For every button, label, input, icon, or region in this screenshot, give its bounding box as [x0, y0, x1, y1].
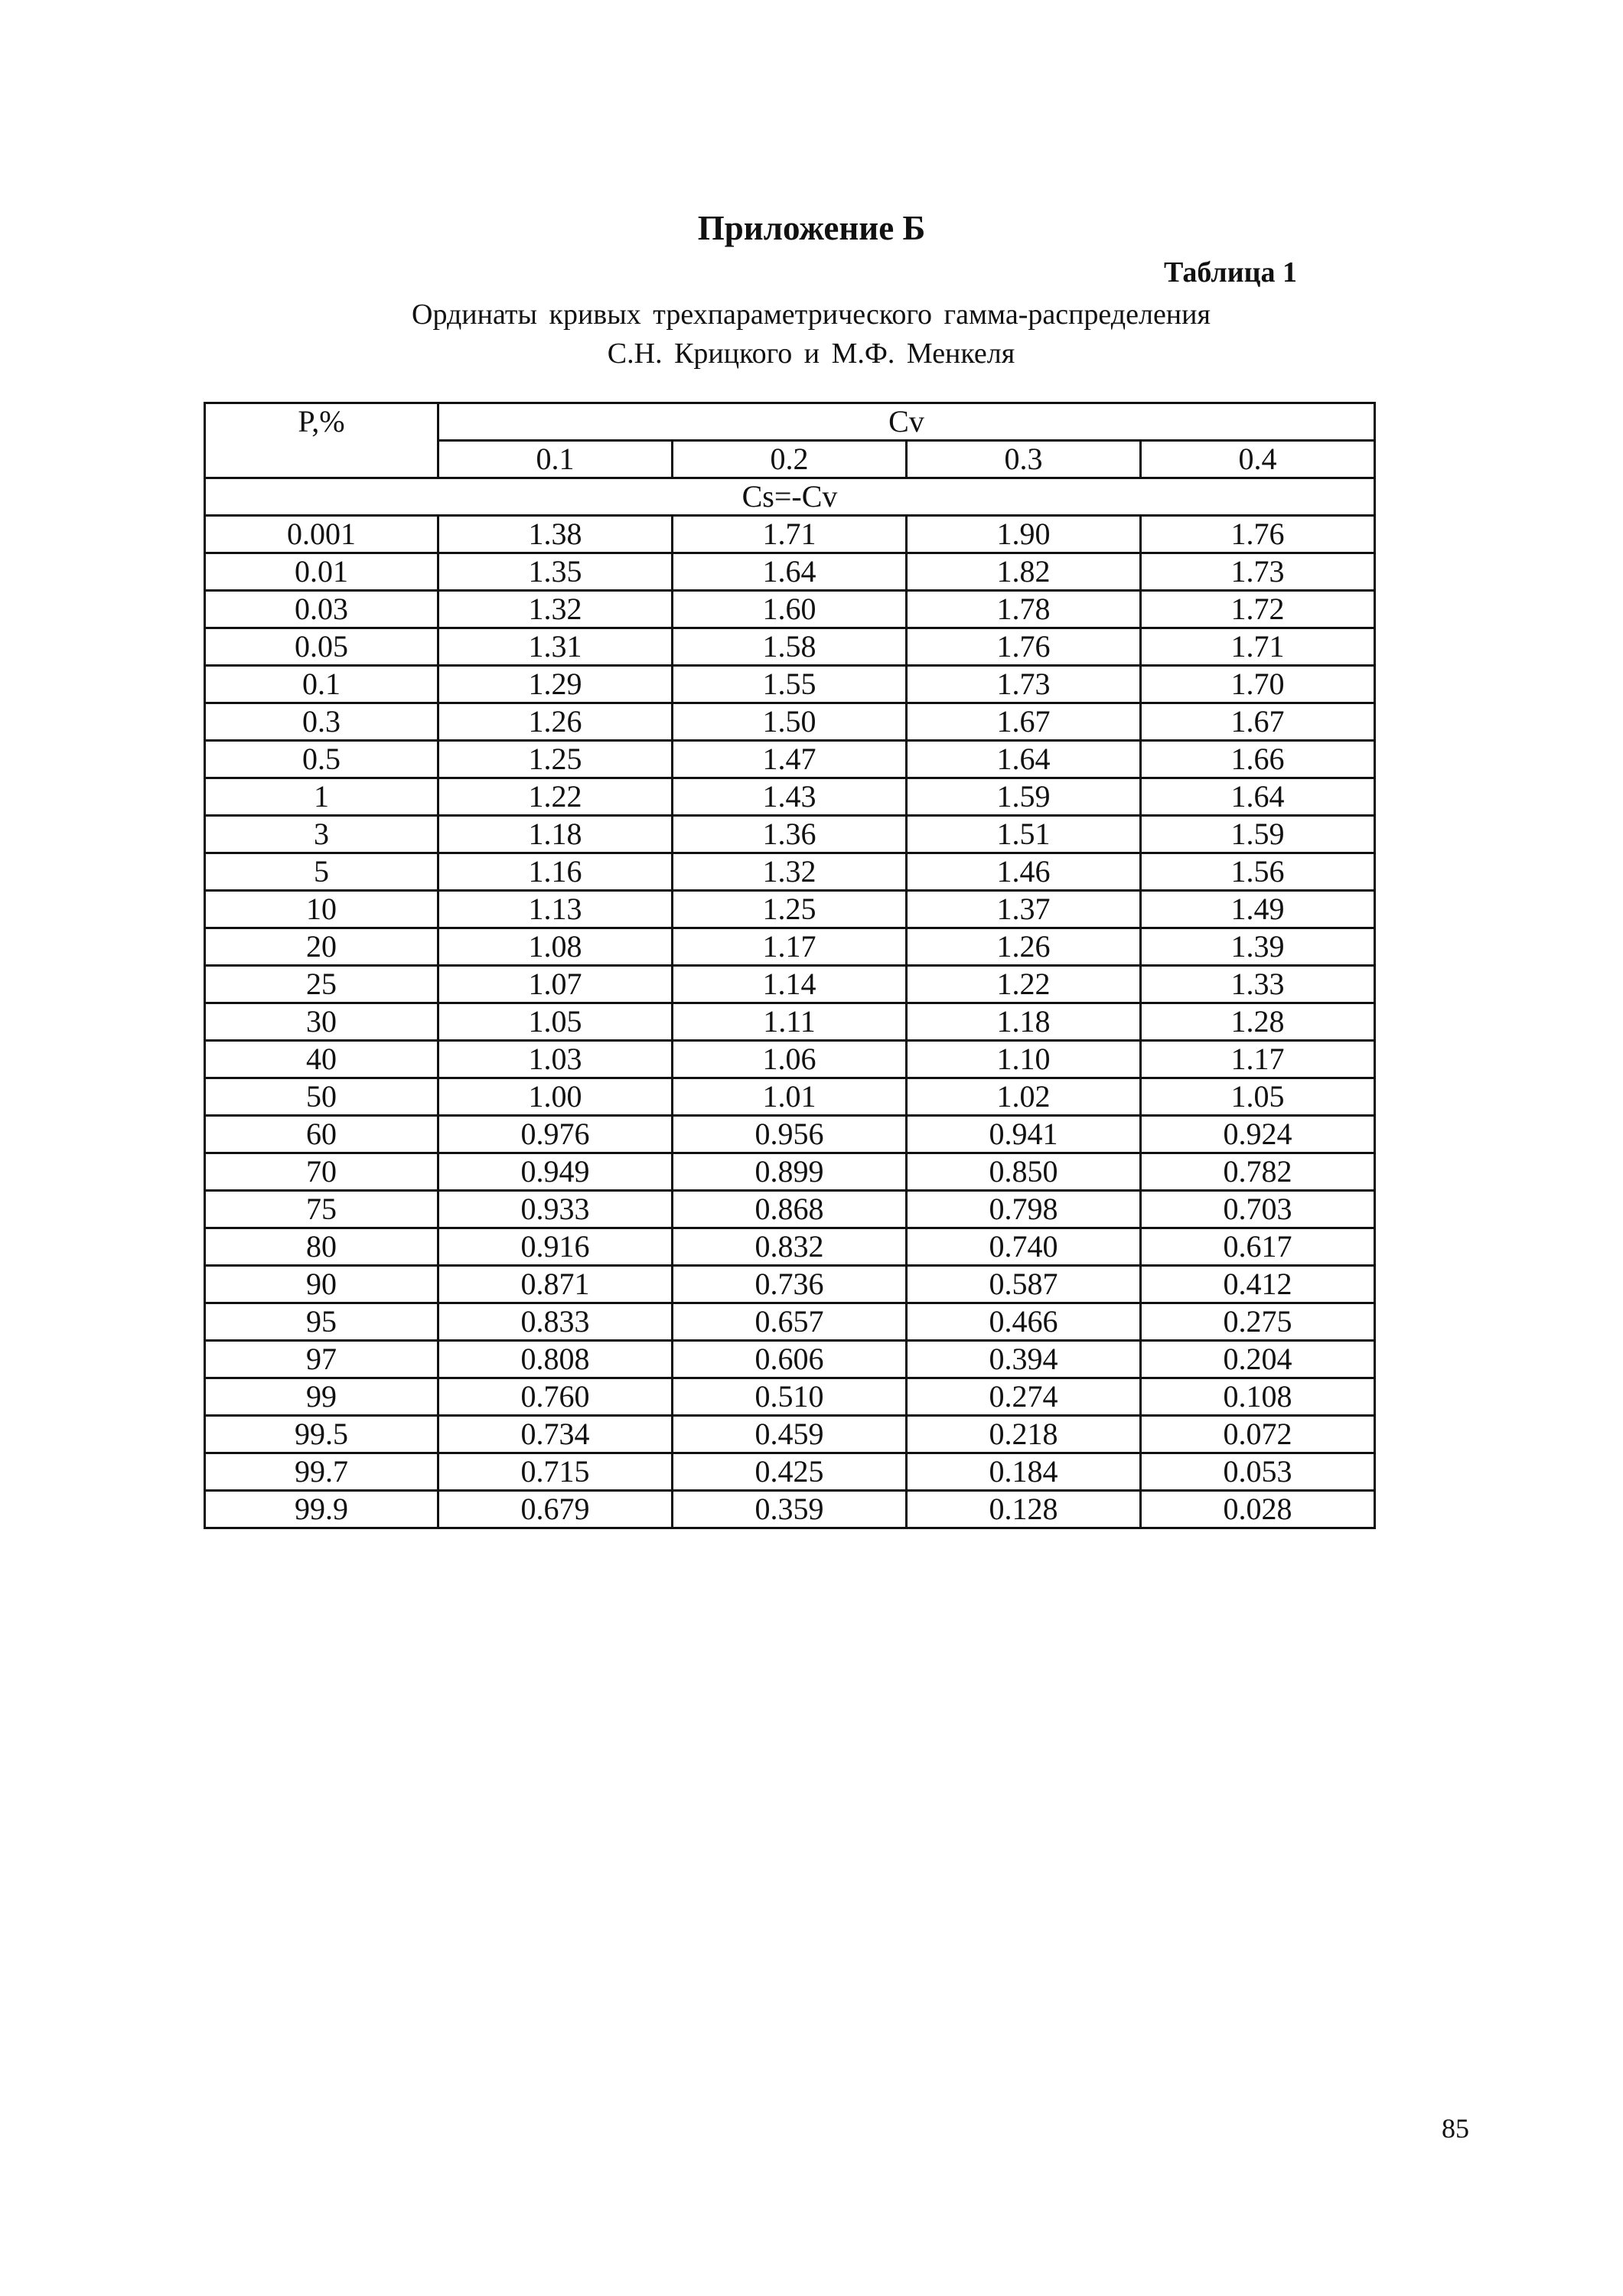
ordinate-cell: 1.05	[438, 1003, 673, 1041]
ordinate-cell: 0.275	[1141, 1303, 1375, 1341]
ordinate-cell: 0.657	[673, 1303, 907, 1341]
ordinate-cell: 1.02	[907, 1078, 1141, 1116]
ordinate-cell: 1.22	[907, 966, 1141, 1003]
probability-cell: 10	[205, 891, 438, 928]
ordinate-cell: 1.58	[673, 628, 907, 666]
table-row	[205, 1191, 1375, 1228]
page-number: 85	[1442, 2113, 1469, 2144]
ordinate-cell: 0.274	[907, 1378, 1141, 1416]
ordinate-cell: 1.07	[438, 966, 673, 1003]
ordinate-cell: 1.25	[673, 891, 907, 928]
ordinate-cell: 1.82	[907, 553, 1141, 591]
ordinate-cell: 0.466	[907, 1303, 1141, 1341]
ordinate-cell: 1.25	[438, 741, 673, 778]
table-row	[205, 816, 1375, 853]
probability-cell: 50	[205, 1078, 438, 1116]
ordinate-cell: 1.22	[438, 778, 673, 816]
table-row	[205, 703, 1375, 741]
ordinate-cell: 1.03	[438, 1041, 673, 1078]
ordinate-cell: 0.108	[1141, 1378, 1375, 1416]
table-row	[205, 1453, 1375, 1491]
ordinate-cell: 0.459	[673, 1416, 907, 1453]
ordinate-cell: 0.899	[673, 1153, 907, 1191]
probability-cell: 3	[205, 816, 438, 853]
probability-cell: 60	[205, 1116, 438, 1153]
table-row	[205, 1078, 1375, 1116]
table-caption-line-1: Ординаты кривых трехпараметрического гамма-распределения	[412, 298, 1211, 331]
table-row	[205, 741, 1375, 778]
ordinate-cell: 1.35	[438, 553, 673, 591]
ordinate-cell: 1.59	[907, 778, 1141, 816]
header-cv: Cv	[438, 403, 1375, 441]
ordinate-cell: 0.715	[438, 1453, 673, 1491]
table-row	[205, 516, 1375, 553]
header-cs-relation: Cs=-Cv	[205, 478, 1375, 516]
ordinate-cell: 1.38	[438, 516, 673, 553]
ordinate-cell: 0.412	[1141, 1266, 1375, 1303]
ordinate-cell: 0.394	[907, 1341, 1141, 1378]
table-row	[205, 1116, 1375, 1153]
table-row	[205, 628, 1375, 666]
ordinate-cell: 0.798	[907, 1191, 1141, 1228]
ordinate-cell: 1.32	[438, 591, 673, 628]
probability-cell: 75	[205, 1191, 438, 1228]
ordinate-cell: 1.18	[438, 816, 673, 853]
ordinate-cell: 0.956	[673, 1116, 907, 1153]
probability-cell: 0.05	[205, 628, 438, 666]
ordinate-cell: 0.916	[438, 1228, 673, 1266]
probability-cell: 5	[205, 853, 438, 891]
table-row	[205, 1003, 1375, 1041]
ordinate-cell: 1.18	[907, 1003, 1141, 1041]
ordinate-cell: 1.11	[673, 1003, 907, 1041]
probability-cell: 95	[205, 1303, 438, 1341]
ordinate-cell: 0.782	[1141, 1153, 1375, 1191]
ordinate-cell: 0.871	[438, 1266, 673, 1303]
ordinate-cell: 0.184	[907, 1453, 1141, 1491]
ordinate-cell: 1.59	[1141, 816, 1375, 853]
ordinate-cell: 0.808	[438, 1341, 673, 1378]
ordinate-cell: 0.606	[673, 1341, 907, 1378]
ordinate-cell: 0.949	[438, 1153, 673, 1191]
ordinate-cell: 1.60	[673, 591, 907, 628]
probability-cell: 99.7	[205, 1453, 438, 1491]
ordinate-cell: 0.028	[1141, 1491, 1375, 1528]
probability-cell: 80	[205, 1228, 438, 1266]
table-row	[205, 1341, 1375, 1378]
ordinate-cell: 1.08	[438, 928, 673, 966]
table-label: Таблица 1	[1163, 256, 1297, 289]
ordinate-cell: 0.933	[438, 1191, 673, 1228]
header-cv-value: 0.1	[438, 441, 673, 478]
ordinate-cell: 0.868	[673, 1191, 907, 1228]
ordinate-cell: 1.71	[1141, 628, 1375, 666]
ordinate-cell: 1.26	[907, 928, 1141, 966]
ordinate-cell: 0.740	[907, 1228, 1141, 1266]
ordinate-cell: 0.703	[1141, 1191, 1375, 1228]
ordinate-cell: 0.679	[438, 1491, 673, 1528]
table-row	[205, 1491, 1375, 1528]
table-row	[205, 553, 1375, 591]
ordinate-cell: 0.053	[1141, 1453, 1375, 1491]
ordinate-cell: 1.56	[1141, 853, 1375, 891]
ordinate-cell: 0.510	[673, 1378, 907, 1416]
table-row	[205, 1153, 1375, 1191]
ordinate-cell: 0.072	[1141, 1416, 1375, 1453]
ordinate-cell: 1.51	[907, 816, 1141, 853]
header-row-cv	[205, 403, 1375, 441]
ordinate-cell: 0.587	[907, 1266, 1141, 1303]
ordinate-cell: 0.760	[438, 1378, 673, 1416]
ordinate-cell: 1.39	[1141, 928, 1375, 966]
ordinate-cell: 1.49	[1141, 891, 1375, 928]
ordinate-cell: 1.64	[1141, 778, 1375, 816]
header-cv-value: 0.2	[673, 441, 907, 478]
probability-cell: 0.03	[205, 591, 438, 628]
table-row	[205, 1041, 1375, 1078]
probability-cell: 99.5	[205, 1416, 438, 1453]
ordinate-cell: 0.218	[907, 1416, 1141, 1453]
ordinate-cell: 0.204	[1141, 1341, 1375, 1378]
table-row	[205, 1303, 1375, 1341]
header-probability: P,%	[205, 403, 438, 478]
probability-cell: 0.5	[205, 741, 438, 778]
table-row	[205, 853, 1375, 891]
ordinate-cell: 1.78	[907, 591, 1141, 628]
probability-cell: 1	[205, 778, 438, 816]
table-row	[205, 1416, 1375, 1453]
table-caption-line-2: С.Н. Крицкого и М.Ф. Менкеля	[607, 338, 1015, 370]
probability-cell: 30	[205, 1003, 438, 1041]
ordinate-cell: 1.36	[673, 816, 907, 853]
ordinate-cell: 0.359	[673, 1491, 907, 1528]
ordinate-cell: 1.43	[673, 778, 907, 816]
ordinate-cell: 1.67	[907, 703, 1141, 741]
ordinate-cell: 1.10	[907, 1041, 1141, 1078]
ordinate-cell: 1.64	[907, 741, 1141, 778]
ordinate-cell: 1.14	[673, 966, 907, 1003]
ordinate-cell: 1.50	[673, 703, 907, 741]
ordinate-cell: 1.73	[907, 666, 1141, 703]
ordinate-cell: 1.90	[907, 516, 1141, 553]
ordinate-cell: 0.941	[907, 1116, 1141, 1153]
ordinate-cell: 1.47	[673, 741, 907, 778]
probability-cell: 0.1	[205, 666, 438, 703]
ordinate-cell: 0.617	[1141, 1228, 1375, 1266]
ordinate-cell: 1.46	[907, 853, 1141, 891]
ordinate-cell: 1.73	[1141, 553, 1375, 591]
probability-cell: 0.001	[205, 516, 438, 553]
ordinate-cell: 1.01	[673, 1078, 907, 1116]
header-row-cs	[205, 478, 1375, 516]
probability-cell: 25	[205, 966, 438, 1003]
ordinate-cell: 1.05	[1141, 1078, 1375, 1116]
ordinate-cell: 0.734	[438, 1416, 673, 1453]
ordinate-cell: 1.72	[1141, 591, 1375, 628]
ordinate-cell: 1.76	[1141, 516, 1375, 553]
table-body	[205, 516, 1375, 1528]
ordinate-cell: 0.425	[673, 1453, 907, 1491]
ordinate-cell: 0.128	[907, 1491, 1141, 1528]
ordinate-cell: 1.00	[438, 1078, 673, 1116]
header-cv-value: 0.3	[907, 441, 1141, 478]
table-row	[205, 928, 1375, 966]
ordinate-cell: 1.32	[673, 853, 907, 891]
ordinate-cell: 1.29	[438, 666, 673, 703]
ordinate-cell: 1.55	[673, 666, 907, 703]
ordinate-cell: 0.976	[438, 1116, 673, 1153]
probability-cell: 99.9	[205, 1491, 438, 1528]
ordinate-cell: 1.37	[907, 891, 1141, 928]
ordinate-cell: 1.17	[1141, 1041, 1375, 1078]
ordinate-cell: 1.76	[907, 628, 1141, 666]
probability-cell: 97	[205, 1341, 438, 1378]
ordinate-cell: 0.850	[907, 1153, 1141, 1191]
ordinate-cell: 1.26	[438, 703, 673, 741]
probability-cell: 40	[205, 1041, 438, 1078]
ordinate-cell: 1.33	[1141, 966, 1375, 1003]
ordinate-cell: 1.31	[438, 628, 673, 666]
table-row	[205, 591, 1375, 628]
ordinate-cell: 1.16	[438, 853, 673, 891]
ordinate-cell: 1.17	[673, 928, 907, 966]
ordinate-cell: 1.67	[1141, 703, 1375, 741]
table-row	[205, 1378, 1375, 1416]
table-row	[205, 666, 1375, 703]
appendix-heading: Приложение Б	[697, 209, 926, 247]
table-row	[205, 1266, 1375, 1303]
ordinate-cell: 0.833	[438, 1303, 673, 1341]
table-row	[205, 966, 1375, 1003]
probability-cell: 99	[205, 1378, 438, 1416]
ordinate-cell: 1.66	[1141, 741, 1375, 778]
probability-cell: 0.01	[205, 553, 438, 591]
table-row	[205, 1228, 1375, 1266]
ordinate-cell: 1.64	[673, 553, 907, 591]
ordinate-cell: 0.832	[673, 1228, 907, 1266]
table-row	[205, 891, 1375, 928]
ordinate-cell: 1.13	[438, 891, 673, 928]
ordinate-cell: 1.70	[1141, 666, 1375, 703]
probability-cell: 20	[205, 928, 438, 966]
gamma-distribution-table	[204, 402, 1376, 1529]
probability-cell: 70	[205, 1153, 438, 1191]
header-cv-value: 0.4	[1141, 441, 1375, 478]
table-row	[205, 778, 1375, 816]
probability-cell: 90	[205, 1266, 438, 1303]
ordinate-cell: 1.06	[673, 1041, 907, 1078]
probability-cell: 0.3	[205, 703, 438, 741]
ordinate-cell: 1.71	[673, 516, 907, 553]
ordinate-cell: 0.736	[673, 1266, 907, 1303]
ordinate-cell: 1.28	[1141, 1003, 1375, 1041]
ordinate-cell: 0.924	[1141, 1116, 1375, 1153]
